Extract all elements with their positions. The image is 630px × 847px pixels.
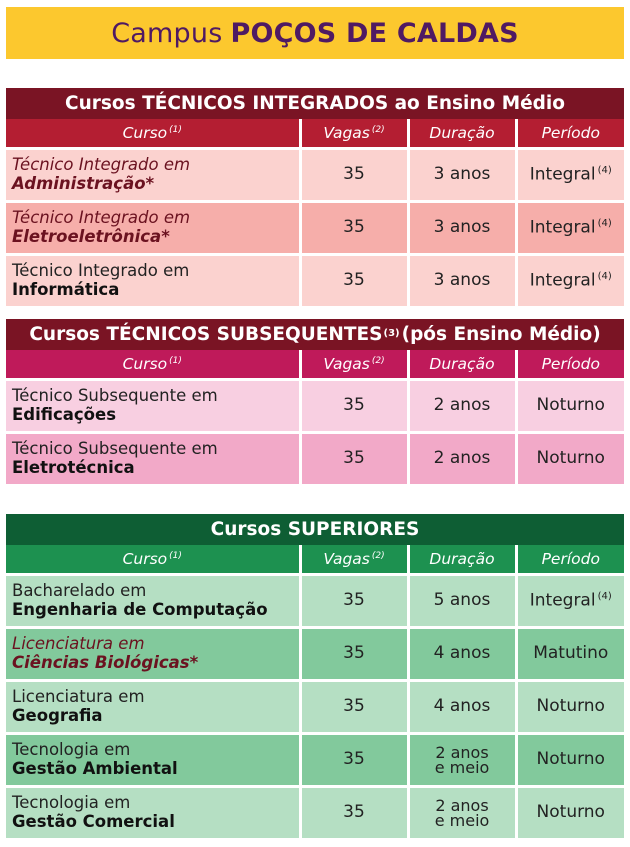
course-cell: Técnico Integrado em Administração* <box>6 149 300 202</box>
periodo-cell: Integral $^{(4)}$ <box>516 202 624 255</box>
duracao-cell: 2 anos e meio <box>408 734 516 787</box>
duracao-cell: 3 anos <box>408 255 516 307</box>
table-row <box>6 734 624 787</box>
banner-campus-name: POÇOS DE CALDAS <box>230 17 519 49</box>
course-cell: Tecnologia em Gestão Ambiental <box>6 734 300 787</box>
periodo-cell: Noturno <box>516 734 624 787</box>
table-header-row <box>6 119 624 149</box>
vagas-cell: 35 <box>300 734 408 787</box>
table-row <box>6 149 624 202</box>
section-title: Cursos TÉCNICOS SUBSEQUENTES $^{(3)}$ (pós Ensino Médio) <box>6 319 624 350</box>
banner-prefix: Campus <box>111 17 223 49</box>
periodo-cell: Matutino <box>516 628 624 681</box>
vagas-cell: 35 <box>300 255 408 307</box>
header-vagas: Vagas $^{(2)}$ <box>300 545 408 575</box>
duracao-cell: 5 anos <box>408 575 516 628</box>
section-tecnicos-integrados <box>6 88 624 306</box>
course-cell: Técnico Subsequente em Eletrotécnica <box>6 433 300 485</box>
duracao-cell: 4 anos <box>408 681 516 734</box>
table-row <box>6 433 624 485</box>
header-vagas: Vagas $^{(2)}$ <box>300 119 408 149</box>
campus-banner <box>6 7 624 59</box>
course-cell: Técnico Integrado em Informática <box>6 255 300 307</box>
header-duracao: Duração <box>408 350 516 380</box>
courses-table <box>6 119 624 306</box>
courses-table <box>6 545 624 838</box>
table-header-row <box>6 350 624 380</box>
header-periodo: Período <box>516 350 624 380</box>
table-header-row <box>6 545 624 575</box>
duracao-cell: 2 anos <box>408 433 516 485</box>
course-cell: Técnico Integrado em Eletroeletrônica* <box>6 202 300 255</box>
duracao-cell: 2 anos e meio <box>408 787 516 839</box>
periodo-cell: Noturno <box>516 380 624 433</box>
vagas-cell: 35 <box>300 433 408 485</box>
header-vagas: Vagas $^{(2)}$ <box>300 350 408 380</box>
vagas-cell: 35 <box>300 149 408 202</box>
course-cell: Licenciatura em Ciências Biológicas* <box>6 628 300 681</box>
course-cell: Bacharelado em Engenharia de Computação <box>6 575 300 628</box>
table-row <box>6 681 624 734</box>
duracao-cell: 2 anos <box>408 380 516 433</box>
header-duracao: Duração <box>408 545 516 575</box>
table-row <box>6 380 624 433</box>
courses-table <box>6 350 624 484</box>
section-superiores <box>6 514 624 838</box>
table-row <box>6 575 624 628</box>
vagas-cell: 35 <box>300 628 408 681</box>
header-periodo: Período <box>516 545 624 575</box>
periodo-cell: Noturno <box>516 681 624 734</box>
duracao-cell: 3 anos <box>408 149 516 202</box>
vagas-cell: 35 <box>300 681 408 734</box>
periodo-cell: Noturno <box>516 787 624 839</box>
vagas-cell: 35 <box>300 787 408 839</box>
section-title: Cursos SUPERIORES <box>6 514 624 545</box>
periodo-cell: Noturno <box>516 433 624 485</box>
table-row <box>6 255 624 307</box>
duracao-cell: 4 anos <box>408 628 516 681</box>
table-row <box>6 787 624 839</box>
table-row <box>6 202 624 255</box>
vagas-cell: 35 <box>300 380 408 433</box>
course-cell: Licenciatura em Geografia <box>6 681 300 734</box>
header-duracao: Duração <box>408 119 516 149</box>
header-curso: Curso $^{(1)}$ <box>6 119 300 149</box>
header-curso: Curso $^{(1)}$ <box>6 350 300 380</box>
vagas-cell: 35 <box>300 202 408 255</box>
section-tecnicos-subsequentes <box>6 319 624 484</box>
table-row <box>6 628 624 681</box>
periodo-cell: Integral $^{(4)}$ <box>516 255 624 307</box>
section-title: Cursos TÉCNICOS INTEGRADOS ao Ensino Médio <box>6 88 624 119</box>
header-curso: Curso $^{(1)}$ <box>6 545 300 575</box>
course-cell: Tecnologia em Gestão Comercial <box>6 787 300 839</box>
periodo-cell: Integral $^{(4)}$ <box>516 149 624 202</box>
header-periodo: Período <box>516 119 624 149</box>
course-cell: Técnico Subsequente em Edificações <box>6 380 300 433</box>
duracao-cell: 3 anos <box>408 202 516 255</box>
vagas-cell: 35 <box>300 575 408 628</box>
periodo-cell: Integral $^{(4)}$ <box>516 575 624 628</box>
